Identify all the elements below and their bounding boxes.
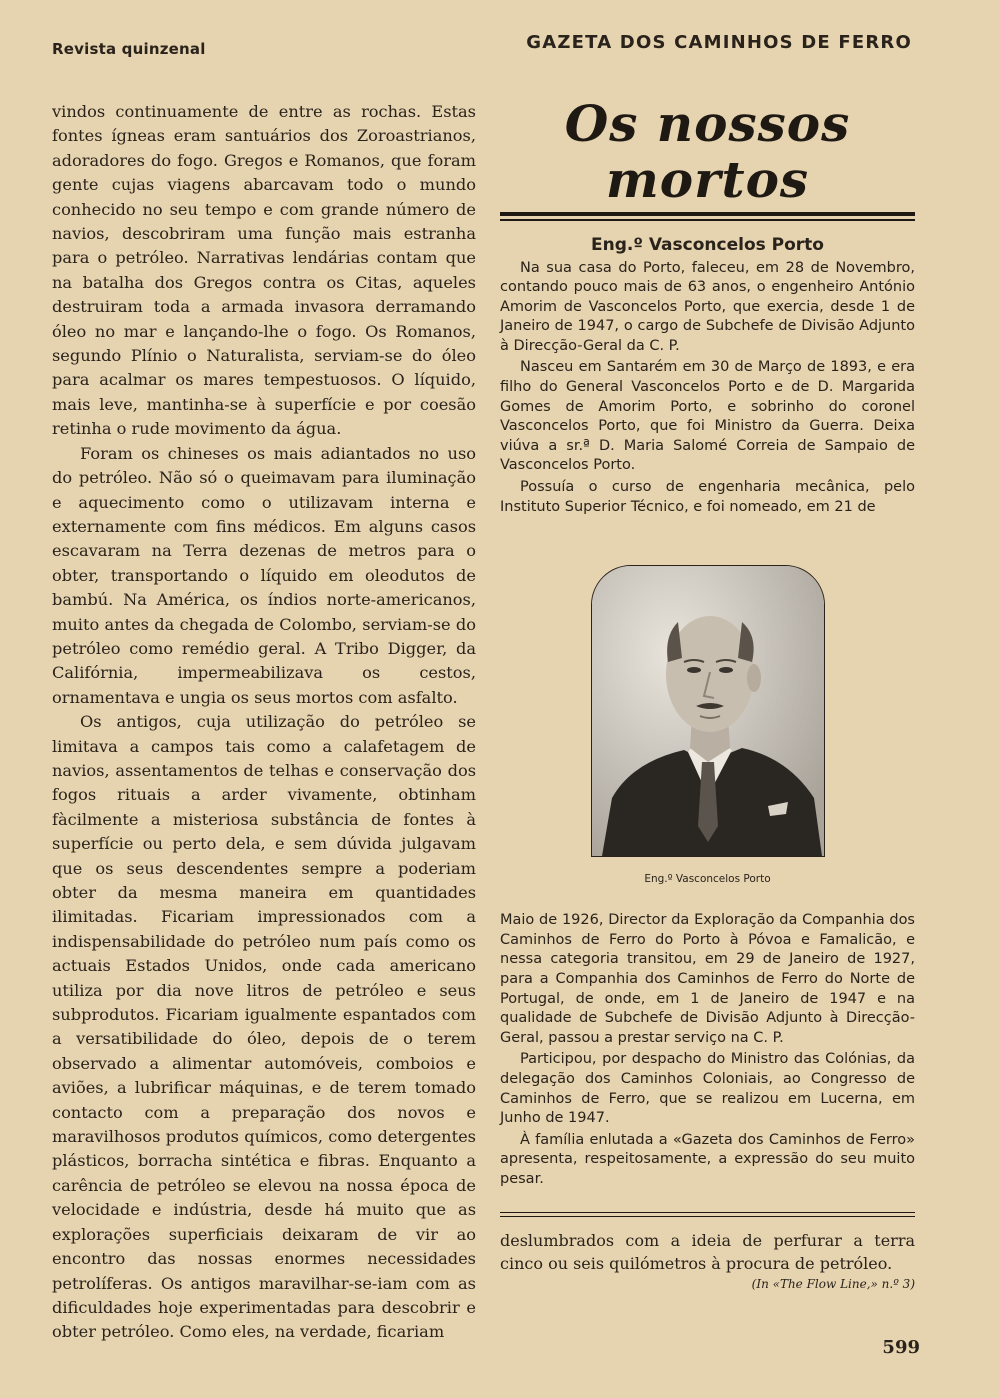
page-number: 599 [882, 1337, 920, 1358]
left-paragraph-1: vindos continuamente de entre as rochas. Estas fontes ígneas eram santuários dos Zoroastrianos, adoradores do fogo. Gregos e Romanos, que foram gente cujas viagens abarcavam todo o mundo conhecido no seu tempo e com grande número de navios, descobriram uma função mais estranha para o petróleo. Narrativas lendárias contam que na batalha dos Gregos contra os Citas, aqueles destruiram toda a armada invasora derramando óleo no mar e lançando-lhe o fogo. Os Romanos, segundo Plínio o Naturalista, serviam-se do óleo para acalmar os mares tempestuosos. O líquido, mais leve, mantinha-se à superfície e por coesão retinha o rude movimento da água. [52, 102, 476, 439]
obituary-paragraph-4: Maio de 1926, Director da Exploração da Companhia dos Caminhos de Ferro do Porto à Póvoa e Famalicão, e nessa categoria transitou, em 29 de Janeiro de 1927, para a Companhia dos Caminhos de Ferro do Norte de Portugal, de onde, em 1 de Janeiro de 1947 e na qualidade de Subchefe de Divisão Adjunto à Direcção-Geral, passou a prestar serviço na C. P. [500, 912, 915, 1046]
article-separator [500, 1212, 915, 1214]
section-title: Os nossos mortos [564, 94, 851, 209]
obituary-paragraph-6: À família enlutada a «Gazeta dos Caminhos de Ferro» apresenta, respeitosamente, a expressão do seu muito pesar. [500, 1131, 915, 1187]
photo-caption: Eng.º Vasconcelos Porto [644, 873, 771, 886]
title-rule-thin [500, 219, 915, 221]
obituary-paragraph-1: Na sua casa do Porto, faleceu, em 28 de Novembro, contando pouco mais de 63 anos, o engenheiro António Amorim de Vasconcelos Porto, que exercia, desde 1 de Janeiro de 1947, o cargo de Subchefe de Divisão Adjunto à Direcção-Geral da C. P. [500, 259, 915, 354]
left-column [52, 100, 476, 1345]
obituary-paragraph-5: Participou, por despacho do Ministro das Colónias, da delegação dos Caminhos Coloniais, ao Congresso de Caminhos de Ferro, que se realizou em Lucerna, em Junho de 1947. [500, 1051, 915, 1127]
portrait-photo [591, 565, 825, 857]
article-separator-thin [500, 1216, 915, 1217]
continuation-paragraph: deslumbrados com a ideia de perfurar a terra cinco ou seis quilómetros à procura de petróleo. [500, 1231, 915, 1274]
obituary-paragraph-2: Nasceu em Santarém em 30 de Março de 1893, e era filho do General Vasconcelos Porto e de D. Margarida Gomes de Amorim Porto, e sobrinho do coronel Vasconcelos Porto, que foi Ministro da Guerra. Deixa viúva a sr.ª D. Maria Salomé Correia de Sampaio de Vasconcelos Porto. [500, 359, 915, 474]
obituary-body [500, 259, 915, 518]
portrait-figure [591, 565, 825, 885]
obituary-body-continued [500, 911, 915, 1189]
header-right: GAZETA DOS CAMINHOS DE FERRO [526, 32, 912, 53]
header-left: Revista quinzenal [52, 40, 206, 58]
article-title: Eng.º Vasconcelos Porto [590, 234, 824, 255]
right-column [500, 96, 915, 1291]
obituary-paragraph-3: Possuía o curso de engenharia mecânica, pelo Instituto Superior Técnico, e foi nomeado, em 21 de [500, 479, 915, 515]
source-citation: (In «The Flow Line,» n.º 3) [751, 1277, 915, 1292]
left-paragraph-3: Os antigos, cuja utilização do petróleo se limitava a campos tais como a calafetagem de navios, assentamentos de telhas e conservação dos fogos rituais a arder vivamente, obtinham fàcilmente a misteriosa substância de fontes à superfície ou perto dela, e sem dúvida julgavam que os seus descendentes sempre a poderiam obter da mesma maneira em quantidades ilimitadas. Ficariam impressionados com a indispensabilidade do petróleo num país como os actuais Estados Unidos, onde cada americano utiliza por dia nove litros de petróleo e seus subprodutos. Ficariam igualmente espantados com a versatibilidade do óleo, depois de o terem observado a alimentar automóveis, comboios e aviões, a lubrificar máquinas, e de terem tomado contacto com a preparação dos novos e maravilhosos produtos químicos, como detergentes plásticos, borracha sintética e fibras. Enquanto a carência de petróleo se elevou na nossa época de velocidade e indústria, desde há muito que as explorações superficiais deixaram de vir ao encontro das nossas enormes necessidades petrolíferas. Os antigos maravilhar-se-iam com as dificuldades hoje experimentadas para descobrir e obter petróleo. Como eles, na verdade, ficariam [52, 712, 476, 1342]
left-paragraph-2: Foram os chineses os mais adiantados no uso do petróleo. Não só o queimavam para iluminação e aquecimento como o utilizavam interna e externamente com fins médicos. Em alguns casos escavaram na Terra dezenas de metros para o obter, transportando o líquido em oleodutos de bambú. Na América, os índios norte-americanos, muito antes da chegada de Colombo, serviam-se do petróleo como remédio geral. A Tribo Digger, da Califórnia, impermeabilizava os cestos, ornamentava e ungia os seus mortos com asfalto. [52, 443, 476, 707]
continuation-text [500, 1229, 915, 1275]
title-rule [500, 212, 915, 216]
